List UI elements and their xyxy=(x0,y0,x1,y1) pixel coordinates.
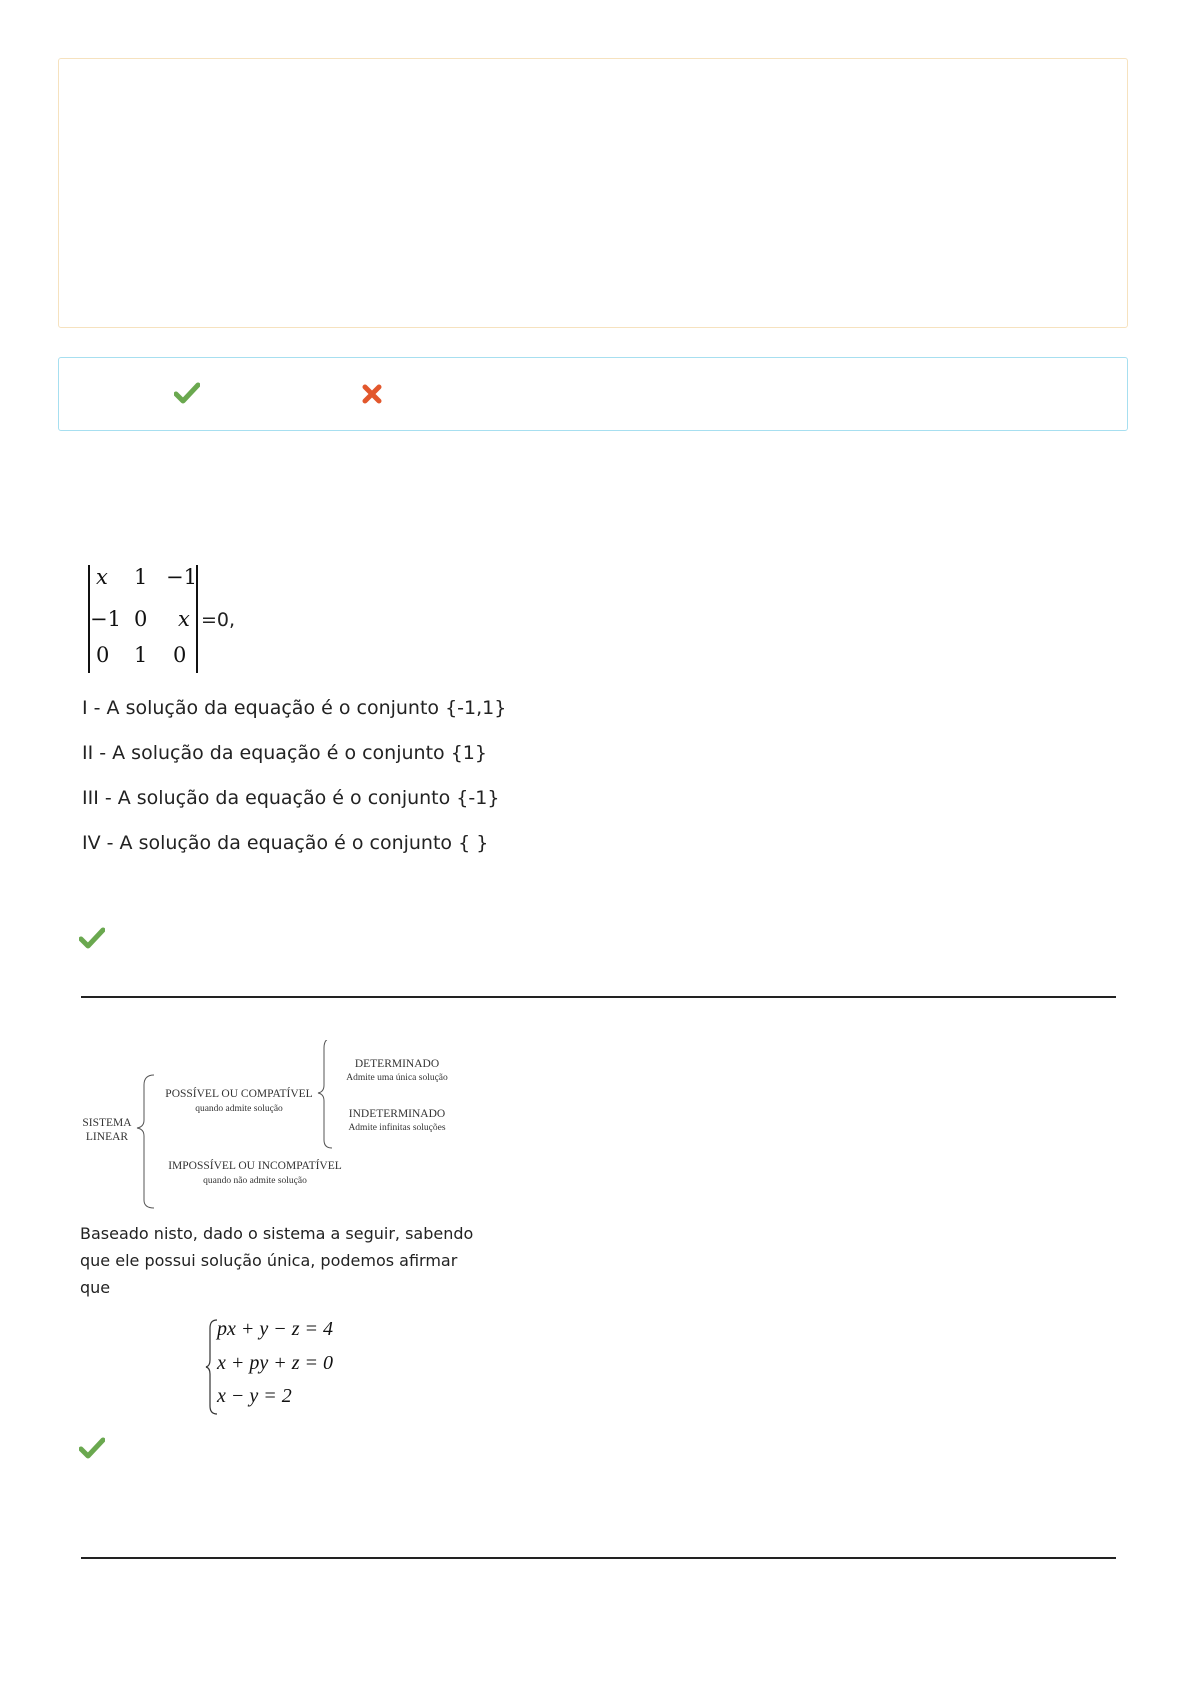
system-equation-2: x + py + z = 0 xyxy=(217,1352,334,1374)
diagram-determined: DETERMINADO xyxy=(354,1058,440,1070)
statement-2: II - A solução da equação é o conjunto {1} xyxy=(82,742,487,764)
check-icon xyxy=(79,1437,105,1459)
matrix-cell: 0 xyxy=(134,607,148,631)
statement-1: I - A solução da equação é o conjunto {-1,1} xyxy=(82,697,507,719)
check-icon xyxy=(174,382,200,404)
question-paragraph: Baseado nisto, dado o sistema a seguir, sabendo que ele possui solução única, podemos afirmar que xyxy=(80,1224,474,1297)
matrix-cell: −1 xyxy=(166,565,197,589)
linear-system-classification-diagram xyxy=(82,1040,482,1210)
matrix-cell: −1 xyxy=(90,607,121,631)
diagram-impossible-sub: quando não admite solução xyxy=(203,1176,307,1186)
answer-legend-panel xyxy=(58,357,1128,431)
matrix-cell: 1 xyxy=(134,565,148,589)
divider xyxy=(81,1557,1116,1559)
diagram-determined-sub: Admite uma única solução xyxy=(346,1073,448,1083)
system-equation-1: px + y − z = 4 xyxy=(217,1318,334,1340)
diagram-indetermined: INDETERMINADO xyxy=(348,1108,446,1120)
diagram-possible-sub: quando admite solução xyxy=(195,1104,283,1114)
matrix-cell: 1 xyxy=(134,643,148,667)
diagram-possible: POSSÍVEL OU COMPATÍVEL xyxy=(165,1088,313,1100)
diagram-root: SISTEMA xyxy=(82,1117,132,1129)
matrix-cell: x xyxy=(96,565,108,589)
check-icon xyxy=(79,927,105,949)
diagram-impossible: IMPOSSÍVEL OU INCOMPATÍVEL xyxy=(168,1160,342,1172)
system-equation-3: x − y = 2 xyxy=(217,1385,292,1407)
matrix-cell: 0 xyxy=(96,643,110,667)
diagram-indetermined-sub: Admite infinitas soluções xyxy=(348,1123,446,1133)
statement-4: IV - A solução da equação é o conjunto { } xyxy=(82,832,489,854)
matrix-cell: 0 xyxy=(173,643,187,667)
diagram-root-2: LINEAR xyxy=(85,1131,129,1143)
divider xyxy=(81,996,1116,998)
matrix-cell: x xyxy=(178,607,190,631)
cross-icon xyxy=(361,383,383,405)
statement-3: III - A solução da equação é o conjunto {-1} xyxy=(82,787,500,809)
warning-panel xyxy=(58,58,1128,328)
equation-equals: =0, xyxy=(201,609,236,631)
